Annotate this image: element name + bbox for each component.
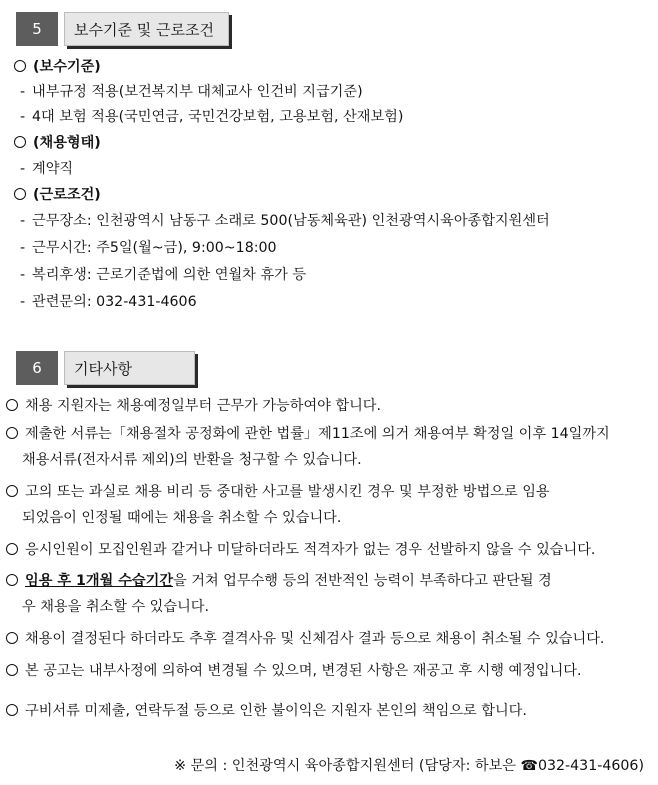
section6-header — [16, 351, 195, 385]
circle-bullet-icon — [6, 632, 18, 644]
circle-bullet-icon — [14, 188, 26, 200]
list-item: 채용 지원자는 채용예정일부터 근무가 가능하여야 합니다. — [6, 396, 381, 416]
list-item: 응시인원이 모집인원과 같거나 미달하더라도 적격자가 없는 경우 선발하지 않을 수 있습니다. — [6, 540, 595, 560]
circle-bullet-icon — [6, 399, 18, 411]
circle-bullet-icon — [6, 664, 18, 676]
section6-title: 기타사항 — [64, 351, 195, 385]
list-item: - 복리후생: 근로기준법에 의한 연월차 휴가 등 — [20, 267, 307, 283]
circle-bullet-icon — [6, 704, 18, 716]
list-item: - 내부규정 적용(보건복지부 대체교사 인건비 지급기준) — [20, 84, 363, 100]
circle-bullet-icon — [6, 485, 18, 497]
list-item: - 4대 보험 적용(국민연금, 국민건강보험, 고용보험, 산재보험) — [20, 109, 404, 125]
circle-bullet-icon — [14, 136, 26, 148]
list-item-continuation: 채용서류(전자서류 제외)의 반환을 청구할 수 있습니다. — [22, 452, 362, 468]
list-item: - 관련문의: 032-431-4606 — [20, 294, 197, 310]
section5-title: 보수기준 및 근로조건 — [64, 12, 229, 46]
heading-working-conditions: (근로조건) — [14, 185, 101, 205]
section6-number: 6 — [16, 351, 58, 385]
heading-employment-type: (채용형태) — [14, 133, 101, 153]
circle-bullet-icon — [14, 60, 26, 72]
phone-icon: ☎ — [520, 758, 538, 774]
contact-footer: ※ 문의 : 인천광역시 육아종합지원센터 (담당자: 하보은 ☎032-431-4606) — [174, 758, 644, 774]
section5-number: 5 — [16, 12, 58, 46]
list-item: 채용이 결정된다 하더라도 추후 결격사유 및 신체검사 결과 등으로 채용이 취소될 수 있습니다. — [6, 629, 604, 649]
list-item: - 계약직 — [20, 161, 74, 177]
heading-pay-standard: (보수기준) — [14, 57, 101, 77]
list-item: 제출한 서류는「채용절차 공정화에 관한 법률」제11조에 의거 채용여부 확정일 이후 14일까지 — [6, 424, 646, 444]
circle-bullet-icon — [6, 427, 18, 439]
list-item: 임용 후 1개월 수습기간을 거쳐 업무수행 등의 전반적인 능력이 부족하다고 판단될 경 — [6, 571, 552, 591]
list-item-continuation: 되었음이 인정될 때에는 채용을 취소할 수 있습니다. — [22, 510, 342, 526]
list-item: 본 공고는 내부사정에 의하여 변경될 수 있으며, 변경된 사항은 재공고 후 시행 예정입니다. — [6, 661, 582, 681]
list-item: - 근무장소: 인천광역시 남동구 소래로 500(남동체육관) 인천광역시육아종합지원센터 — [20, 213, 550, 229]
circle-bullet-icon — [6, 574, 18, 586]
list-item: 고의 또는 과실로 채용 비리 등 중대한 사고를 발생시킨 경우 및 부정한 방법으로 임용 — [6, 482, 550, 502]
list-item: 구비서류 미제출, 연락두절 등으로 인한 불이익은 지원자 본인의 책임으로 합니다. — [6, 701, 527, 721]
probation-period-text: 임용 후 1개월 수습기간 — [25, 573, 174, 589]
list-item-continuation: 우 채용을 취소할 수 있습니다. — [22, 599, 210, 615]
circle-bullet-icon — [6, 543, 18, 555]
section5-header — [16, 12, 229, 46]
list-item: - 근무시간: 주5일(월~금), 9:00~18:00 — [20, 240, 277, 256]
